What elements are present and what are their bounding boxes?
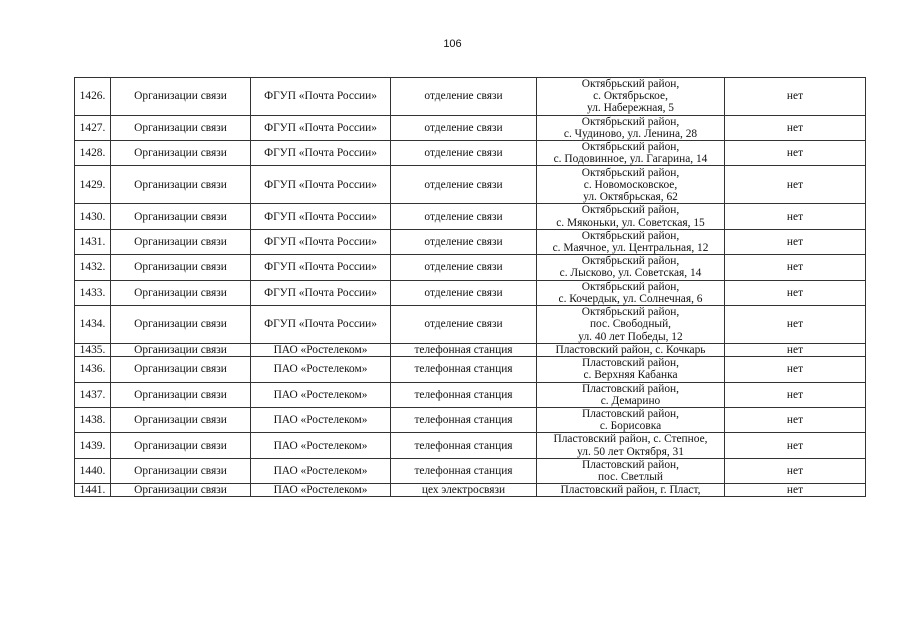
category-cell: Организации связи: [111, 306, 251, 344]
row-number-cell: 1440.: [75, 458, 111, 483]
status-cell: нет: [725, 458, 866, 483]
row-number-cell: 1439.: [75, 433, 111, 458]
location-line: с. Лысково, ул. Советская, 14: [559, 267, 702, 280]
category-cell: Организации связи: [111, 484, 251, 497]
location-cell: [537, 78, 725, 116]
row-number-cell: 1431.: [75, 229, 111, 254]
category-cell: Организации связи: [111, 255, 251, 280]
status-cell: нет: [725, 484, 866, 497]
table-row: [75, 306, 866, 344]
table-row: [75, 229, 866, 254]
location-line: Октябрьский район,: [581, 255, 680, 268]
category-cell: Организации связи: [111, 280, 251, 305]
location-line: Октябрьский район,: [581, 78, 680, 90]
status-cell: нет: [725, 115, 866, 140]
organization-cell: ПАО «Ростелеком»: [251, 458, 391, 483]
row-number-cell: 1429.: [75, 166, 111, 204]
row-number-cell: 1441.: [75, 484, 111, 497]
table-row: [75, 280, 866, 305]
organization-cell: ФГУП «Почта России»: [251, 204, 391, 229]
category-cell: Организации связи: [111, 141, 251, 166]
location-cell: [537, 141, 725, 166]
category-cell: Организации связи: [111, 344, 251, 357]
location-cell: [537, 280, 725, 305]
organization-cell: ФГУП «Почта России»: [251, 115, 391, 140]
location-line: Пластовский район, с. Кочкарь: [555, 344, 706, 357]
location-line: с. Верхняя Кабанка: [583, 369, 678, 382]
organization-cell: ФГУП «Почта России»: [251, 255, 391, 280]
object-type-cell: телефонная станция: [391, 408, 537, 433]
location-line: Пластовский район, г. Пласт,: [560, 484, 701, 497]
location-line: Октябрьский район,: [581, 141, 680, 154]
status-cell: нет: [725, 166, 866, 204]
location-line: ул. Октябрьская, 62: [583, 191, 678, 204]
table-row: [75, 458, 866, 483]
status-cell: нет: [725, 306, 866, 344]
organization-cell: ФГУП «Почта России»: [251, 78, 391, 116]
category-cell: Организации связи: [111, 204, 251, 229]
location-line: ул. 50 лет Октября, 31: [577, 445, 684, 458]
location-line: Пластовский район, с. Степное,: [553, 433, 708, 446]
location-line: с. Маячное, ул. Центральная, 12: [552, 242, 709, 255]
organization-cell: ФГУП «Почта России»: [251, 229, 391, 254]
object-type-cell: цех электросвязи: [391, 484, 537, 497]
object-type-cell: телефонная станция: [391, 433, 537, 458]
object-type-cell: отделение связи: [391, 166, 537, 204]
table-row: [75, 78, 866, 116]
status-cell: нет: [725, 382, 866, 407]
object-type-cell: отделение связи: [391, 255, 537, 280]
object-type-cell: телефонная станция: [391, 458, 537, 483]
organization-cell: ПАО «Ростелеком»: [251, 408, 391, 433]
location-cell: [537, 344, 725, 357]
status-cell: нет: [725, 204, 866, 229]
status-cell: нет: [725, 344, 866, 357]
location-line: с. Новомосковское,: [583, 178, 678, 191]
status-cell: нет: [725, 408, 866, 433]
location-line: с. Кочердык, ул. Солнечная, 6: [558, 292, 703, 305]
location-cell: [537, 484, 725, 497]
registry-table-body: [75, 78, 866, 497]
organization-cell: ПАО «Ростелеком»: [251, 357, 391, 382]
organization-cell: ФГУП «Почта России»: [251, 141, 391, 166]
location-line: с. Демарино: [600, 394, 661, 407]
row-number-cell: 1434.: [75, 306, 111, 344]
organization-cell: ФГУП «Почта России»: [251, 306, 391, 344]
object-type-cell: телефонная станция: [391, 357, 537, 382]
location-line: с. Мяконьки, ул. Советская, 15: [556, 216, 705, 229]
table-row: [75, 344, 866, 357]
category-cell: Организации связи: [111, 433, 251, 458]
row-number-cell: 1430.: [75, 204, 111, 229]
location-line: с. Борисовка: [599, 420, 662, 433]
row-number-cell: 1435.: [75, 344, 111, 357]
row-number-cell: 1437.: [75, 382, 111, 407]
location-line: Октябрьский район,: [581, 280, 680, 293]
category-cell: Организации связи: [111, 382, 251, 407]
location-line: Октябрьский район,: [581, 115, 680, 128]
object-type-cell: отделение связи: [391, 306, 537, 344]
location-cell: [537, 255, 725, 280]
location-line: Пластовский район,: [582, 458, 679, 471]
status-cell: нет: [725, 229, 866, 254]
location-line: с. Подовинное, ул. Гагарина, 14: [553, 153, 708, 166]
location-line: с. Чудиново, ул. Ленина, 28: [563, 127, 698, 140]
location-line: Октябрьский район,: [581, 229, 680, 242]
table-row: [75, 433, 866, 458]
table-row: [75, 484, 866, 497]
location-cell: [537, 204, 725, 229]
category-cell: Организации связи: [111, 115, 251, 140]
location-cell: [537, 433, 725, 458]
table-row: [75, 204, 866, 229]
row-number-cell: 1432.: [75, 255, 111, 280]
table-row: [75, 255, 866, 280]
organization-cell: ФГУП «Почта России»: [251, 280, 391, 305]
object-type-cell: отделение связи: [391, 141, 537, 166]
registry-table: [74, 77, 866, 497]
location-line: пос. Светлый: [598, 471, 663, 484]
location-line: ул. 40 лет Победы, 12: [578, 330, 683, 343]
object-type-cell: отделение связи: [391, 280, 537, 305]
location-cell: [537, 115, 725, 140]
table-row: [75, 166, 866, 204]
row-number-cell: 1428.: [75, 141, 111, 166]
location-line: Пластовский район,: [582, 357, 679, 370]
status-cell: нет: [725, 280, 866, 305]
category-cell: Организации связи: [111, 166, 251, 204]
location-line: Октябрьский район,: [581, 166, 680, 179]
object-type-cell: отделение связи: [391, 78, 537, 116]
object-type-cell: телефонная станция: [391, 344, 537, 357]
object-type-cell: отделение связи: [391, 229, 537, 254]
organization-cell: ПАО «Ростелеком»: [251, 433, 391, 458]
row-number-cell: 1427.: [75, 115, 111, 140]
location-line: пос. Свободный,: [589, 318, 672, 331]
category-cell: Организации связи: [111, 408, 251, 433]
object-type-cell: отделение связи: [391, 115, 537, 140]
object-type-cell: отделение связи: [391, 204, 537, 229]
location-line: ул. Набережная, 5: [587, 102, 674, 115]
organization-cell: ПАО «Ростелеком»: [251, 344, 391, 357]
row-number-cell: 1438.: [75, 408, 111, 433]
status-cell: нет: [725, 357, 866, 382]
table-row: [75, 357, 866, 382]
table-row: [75, 408, 866, 433]
row-number-cell: 1433.: [75, 280, 111, 305]
table-row: [75, 115, 866, 140]
organization-cell: ПАО «Ростелеком»: [251, 484, 391, 497]
organization-cell: ПАО «Ростелеком»: [251, 382, 391, 407]
location-line: с. Октябрьское,: [593, 90, 668, 103]
location-line: Октябрьский район,: [581, 204, 680, 217]
row-number-cell: 1436.: [75, 357, 111, 382]
status-cell: нет: [725, 255, 866, 280]
location-cell: [537, 458, 725, 483]
organization-cell: ФГУП «Почта России»: [251, 166, 391, 204]
location-cell: [537, 357, 725, 382]
table-row: [75, 141, 866, 166]
row-number-cell: 1426.: [75, 78, 111, 116]
status-cell: нет: [725, 141, 866, 166]
category-cell: Организации связи: [111, 357, 251, 382]
location-line: Пластовский район,: [582, 408, 679, 421]
category-cell: Организации связи: [111, 229, 251, 254]
category-cell: Организации связи: [111, 458, 251, 483]
location-cell: [537, 229, 725, 254]
location-cell: [537, 306, 725, 344]
status-cell: нет: [725, 433, 866, 458]
location-cell: [537, 166, 725, 204]
category-cell: Организации связи: [111, 78, 251, 116]
location-cell: [537, 408, 725, 433]
location-line: Пластовский район,: [582, 382, 679, 395]
table-row: [75, 382, 866, 407]
location-line: Октябрьский район,: [581, 306, 680, 319]
object-type-cell: телефонная станция: [391, 382, 537, 407]
location-cell: [537, 382, 725, 407]
status-cell: нет: [725, 78, 866, 116]
page-number: 106: [443, 38, 462, 50]
